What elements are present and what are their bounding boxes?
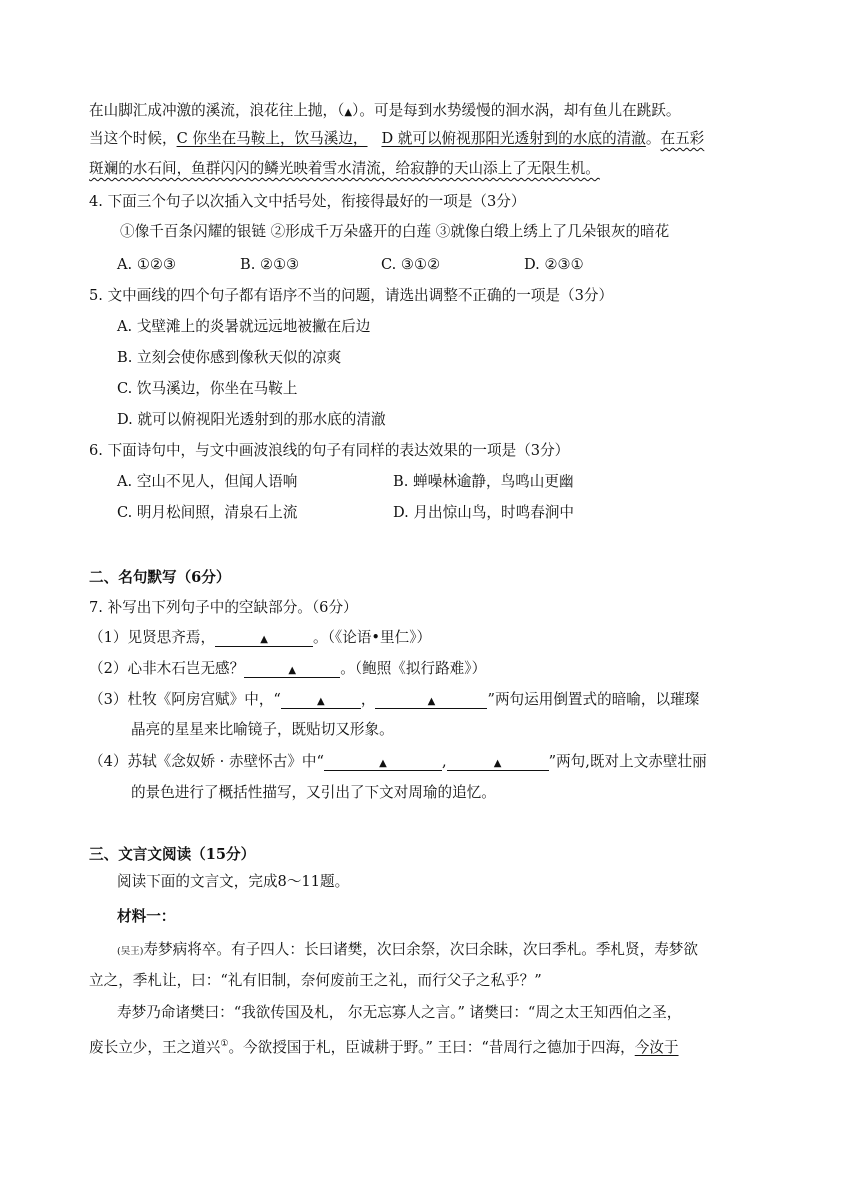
item-text: （4）苏轼《念奴娇 · 赤壁怀古》中“ (89, 753, 324, 770)
blank-marker: ▲ (427, 696, 436, 707)
q5-stem: 5. 文中画线的四个句子都有语序不当的问题，请选出调整不正确的一项是（3分） (89, 287, 614, 304)
q6-stem: 6. 下面诗句中，与文中画波浪线的句子有同样的表达效果的一项是（3分） (89, 442, 570, 459)
q6-option-d[interactable]: D. 月出惊山鸟，时鸣春涧中 (393, 504, 574, 521)
item-text: ”两句,既对上文赤壁壮丽 (548, 753, 707, 770)
footnote-marker: ① (220, 1039, 229, 1049)
answer-blank[interactable] (244, 660, 340, 678)
material-1-para-2: 寿梦乃命诸樊曰：“我欲传国及札， 尔无忘寡人之言。” 诸樊曰：“周之太王知西伯之圣， (117, 1004, 682, 1021)
q4-option-c[interactable]: C. ③①② (381, 256, 441, 273)
passage-line-3 (89, 159, 600, 179)
speaker-note: (吴王) (117, 946, 144, 957)
underlined-sentence-d: D 就可以俯视那阳光透射到的水底的清澈 (381, 130, 646, 147)
blank-marker: ▲ (493, 758, 502, 769)
q6-option-a[interactable]: A. 空山不见人，但闻人语响 (117, 473, 298, 490)
passage-line-1 (89, 101, 680, 123)
material-1-title: 材料一： (117, 908, 176, 925)
passage-text: 当这个时候， (89, 130, 177, 147)
q7-item-3 (89, 690, 699, 710)
para-text: 寿梦病将卒。有子四人：长曰诸樊，次曰余祭，次曰余眛，次曰季札。季札贤，寿梦欲 (143, 941, 698, 958)
item-text: （1）见贤思齐焉， (89, 629, 216, 646)
passage-text: 在山脚汇成冲激的溪流，浪花往上抛，（ (89, 102, 345, 119)
q4-option-a[interactable]: A. ①②③ (117, 256, 177, 273)
answer-blank[interactable] (281, 691, 361, 709)
q4-items: ①像千百条闪耀的银链 ②形成千万朵盛开的白莲 ③就像白缎上绣上了几朵银灰的暗花 (120, 223, 670, 240)
q7-item-3-cont: 晶亮的星星来比喻镜子，既贴切又形象。 (131, 721, 394, 738)
q7-item-4-cont: 的景色进行了概括性描写，又引出了下文对周瑜的追忆。 (131, 784, 496, 801)
underlined-sentence: 今汝于 (634, 1038, 679, 1056)
para-text: 。今欲授国于札，臣诚耕于野。” 王曰：“昔周行之德加于四海， (228, 1038, 635, 1056)
section-3-title: 三、文言文阅读（15分） (89, 846, 256, 863)
q5-option-d[interactable]: D. 就可以俯视阳光透射到的那水底的清澈 (117, 411, 386, 428)
q6-option-b[interactable]: B. 蝉噪林逾静，鸟鸣山更幽 (393, 473, 574, 490)
item-text: ”两句运用倒置式的暗喻，以璀璨 (487, 691, 700, 708)
item-text: （3）杜牧《阿房宫赋》中，“ (89, 691, 281, 708)
blank-marker: ▲ (344, 107, 353, 118)
blank-marker: ▲ (260, 634, 268, 645)
item-text: ， (360, 691, 376, 708)
material-1-para-1-cont: 立之，季札让，曰：“礼有旧制，奈何废前王之礼，而行父子之私乎？” (89, 972, 542, 989)
q6-option-c[interactable]: C. 明月松间照，清泉石上流 (117, 504, 298, 521)
item-text: 。（鲍照《拟行路难》） (340, 660, 487, 677)
item-text: 。（《论语•里仁》） (313, 629, 432, 646)
q5-option-a[interactable]: A. 戈壁滩上的炎暑就远远地被撇在后边 (117, 318, 371, 335)
wavy-sentence: 斑斓的水石间，鱼群闪闪的鳞光映着雪水清流，给寂静的天山添上了无限生机。 (89, 160, 600, 177)
answer-blank[interactable] (324, 753, 442, 771)
blank-marker: ▲ (379, 758, 387, 769)
material-1-para-2-cont (89, 1034, 679, 1058)
blank-marker: ▲ (317, 696, 325, 707)
item-text: （2）心非木石岂无感？ (89, 660, 245, 677)
passage-text: 。 (645, 130, 661, 147)
q5-option-b[interactable]: B. 立刻会使你感到像秋天似的凉爽 (117, 349, 342, 366)
q5-option-c[interactable]: C. 饮马溪边，你坐在马鞍上 (117, 380, 298, 397)
material-1-para-1 (117, 940, 698, 962)
q7-item-1 (89, 628, 431, 648)
q4-option-d[interactable]: D. ②③① (524, 256, 584, 273)
q7-item-2 (89, 659, 486, 679)
answer-blank[interactable] (215, 629, 313, 647)
q7-stem: 7. 补写出下列句子中的空缺部分。（6分） (89, 599, 358, 616)
section-2-title: 二、名句默写（6分） (89, 569, 231, 586)
answer-blank[interactable] (447, 753, 549, 771)
q4-option-b[interactable]: B. ②①③ (240, 256, 300, 273)
passage-text: ）。可是每到水势缓慢的洄水涡，却有鱼儿在跳跃。 (352, 102, 681, 119)
blank-marker: ▲ (288, 665, 297, 676)
q7-item-4 (89, 752, 707, 772)
underlined-sentence-c: C 你坐在马鞍上，饮马溪边， (176, 130, 368, 147)
wavy-sentence: 在五彩 (660, 130, 705, 147)
section-3-instruction: 阅读下面的文言文，完成8～11题。 (117, 873, 350, 890)
answer-blank[interactable] (375, 691, 487, 709)
q4-stem: 4. 下面三个句子以次插入文中括号处，衔接得最好的一项是（3分） (89, 193, 526, 210)
item-text: , (441, 753, 447, 770)
passage-line-2 (89, 129, 704, 149)
para-text: 废长立少，王之道兴 (89, 1038, 221, 1056)
